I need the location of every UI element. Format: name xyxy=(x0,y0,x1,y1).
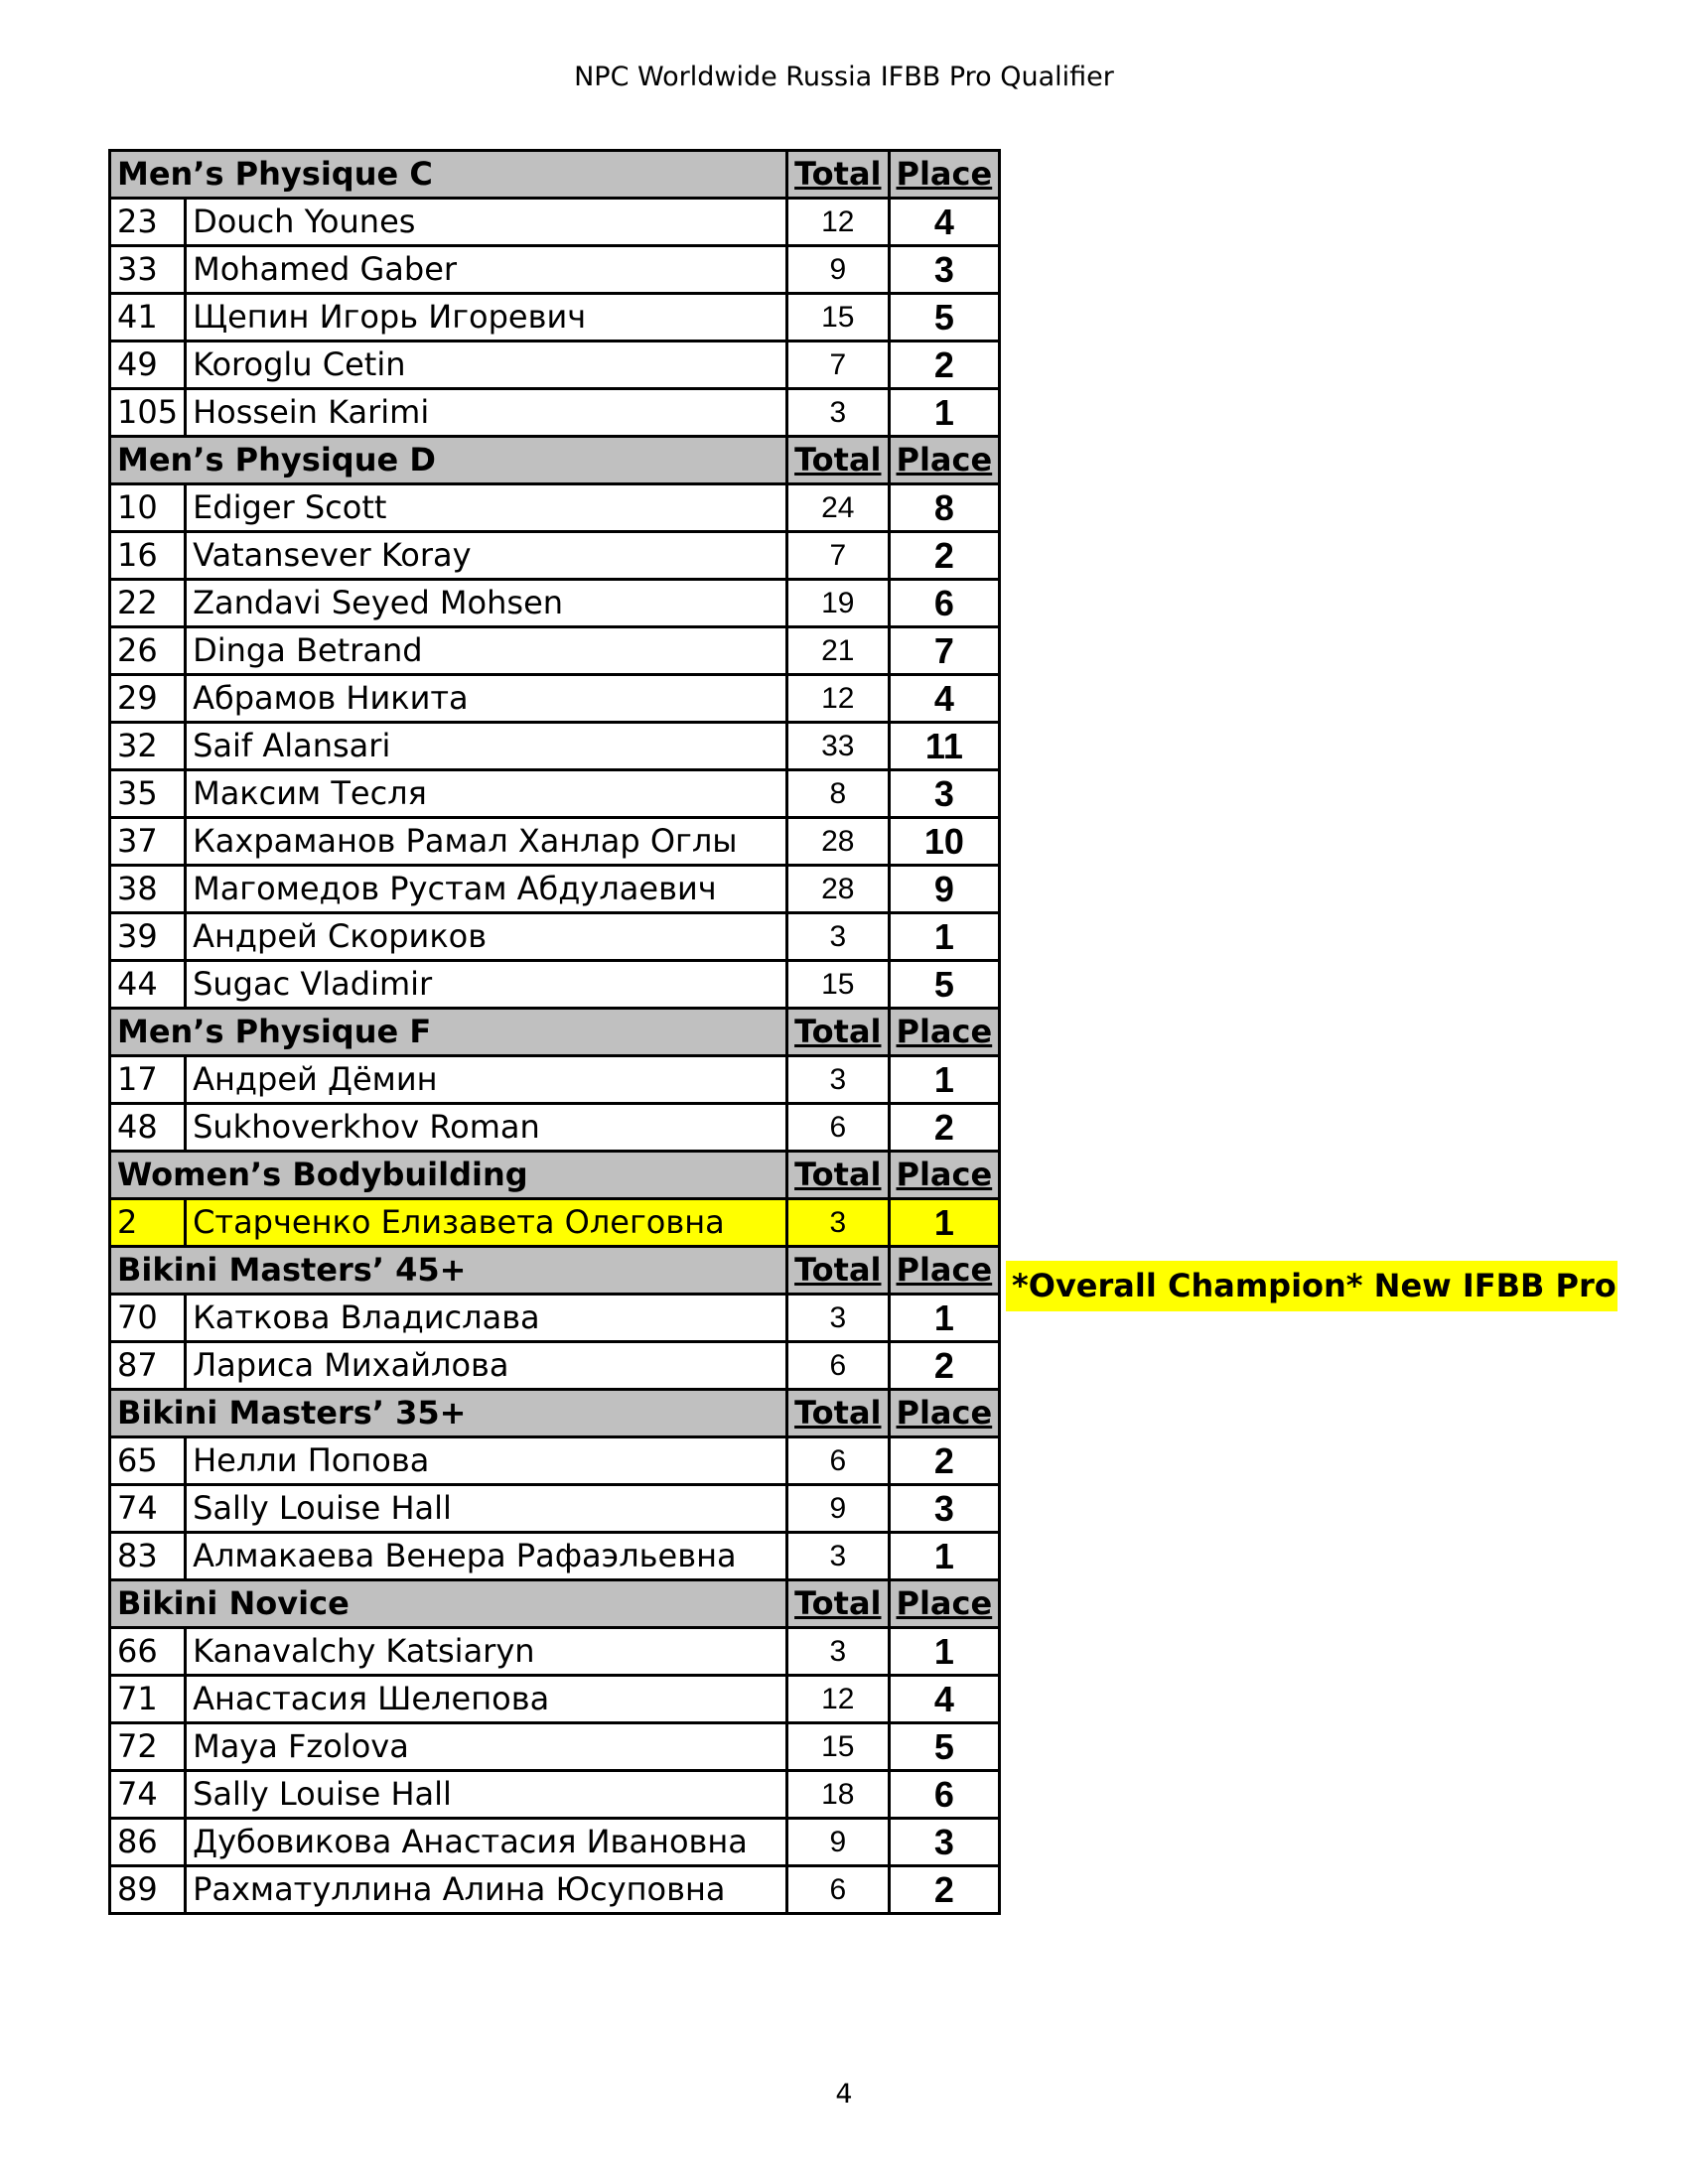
competitor-number: 23 xyxy=(110,199,186,246)
competitor-total: 6 xyxy=(787,1104,889,1152)
competitor-name: Maya Fzolova xyxy=(186,1723,787,1771)
competitor-row xyxy=(110,770,1000,818)
competitor-total: 3 xyxy=(787,1056,889,1104)
competitor-place: 11 xyxy=(889,723,1000,770)
competitor-row xyxy=(110,1342,1000,1390)
competitor-row xyxy=(110,1723,1000,1771)
competitor-row xyxy=(110,580,1000,627)
competitor-row xyxy=(110,294,1000,341)
competitor-row xyxy=(110,1056,1000,1104)
place-column-header: Place xyxy=(889,1580,1000,1628)
competitor-name: Mohamed Gaber xyxy=(186,246,787,294)
results-table xyxy=(108,149,1001,1915)
competitor-name: Ediger Scott xyxy=(186,484,787,532)
competitor-total: 3 xyxy=(787,913,889,961)
competitor-row xyxy=(110,675,1000,723)
competitor-place: 2 xyxy=(889,341,1000,389)
competitor-number: 16 xyxy=(110,532,186,580)
competitor-number: 41 xyxy=(110,294,186,341)
place-column-header: Place xyxy=(889,1247,1000,1295)
section-title: Men’s Physique C xyxy=(110,151,787,199)
competitor-total: 9 xyxy=(787,1485,889,1533)
competitor-name: Sukhoverkhov Roman xyxy=(186,1104,787,1152)
competitor-place: 5 xyxy=(889,1723,1000,1771)
competitor-total: 21 xyxy=(787,627,889,675)
competitor-place: 1 xyxy=(889,913,1000,961)
competitor-total: 7 xyxy=(787,341,889,389)
place-column-header: Place xyxy=(889,151,1000,199)
competitor-number: 17 xyxy=(110,1056,186,1104)
competitor-number: 32 xyxy=(110,723,186,770)
competitor-total: 28 xyxy=(787,866,889,913)
competitor-total: 7 xyxy=(787,532,889,580)
competitor-number: 72 xyxy=(110,1723,186,1771)
competitor-name: Нелли Попова xyxy=(186,1437,787,1485)
competitor-place: 9 xyxy=(889,866,1000,913)
competitor-name: Анастасия Шелепова xyxy=(186,1676,787,1723)
page-number: 4 xyxy=(835,2079,853,2110)
competitor-place: 4 xyxy=(889,199,1000,246)
competitor-row xyxy=(110,1819,1000,1866)
competitor-total: 6 xyxy=(787,1342,889,1390)
competitor-total: 3 xyxy=(787,1628,889,1676)
competitor-total: 3 xyxy=(787,1199,889,1247)
total-column-header: Total xyxy=(787,151,889,199)
total-column-header: Total xyxy=(787,1009,889,1056)
competitor-name: Douch Younes xyxy=(186,199,787,246)
competitor-total: 12 xyxy=(787,675,889,723)
competitor-row xyxy=(110,818,1000,866)
competitor-number: 71 xyxy=(110,1676,186,1723)
competitor-row xyxy=(110,1628,1000,1676)
competitor-number: 35 xyxy=(110,770,186,818)
competitor-name: Абрамов Никита xyxy=(186,675,787,723)
section-title: Men’s Physique D xyxy=(110,437,787,484)
competitor-total: 15 xyxy=(787,294,889,341)
competitor-number: 74 xyxy=(110,1771,186,1819)
competitor-place: 5 xyxy=(889,294,1000,341)
competitor-name: Андрей Дёмин xyxy=(186,1056,787,1104)
competitor-place: 3 xyxy=(889,770,1000,818)
competitor-name: Дубовикова Анастасия Ивановна xyxy=(186,1819,787,1866)
competitor-place: 7 xyxy=(889,627,1000,675)
section-title: Bikini Masters’ 45+ xyxy=(110,1247,787,1295)
competitor-place: 3 xyxy=(889,1819,1000,1866)
competitor-name: Кахраманов Рамал Ханлар Оглы xyxy=(186,818,787,866)
competitor-total: 19 xyxy=(787,580,889,627)
competitor-name: Hossein Karimi xyxy=(186,389,787,437)
competitor-place: 3 xyxy=(889,1485,1000,1533)
competitor-name: Старченко Елизавета Олеговна xyxy=(186,1199,787,1247)
competitor-row xyxy=(110,1533,1000,1580)
competitor-name: Zandavi Seyed Mohsen xyxy=(186,580,787,627)
competitor-name: Koroglu Cetin xyxy=(186,341,787,389)
competitor-row xyxy=(110,1676,1000,1723)
section-header-row xyxy=(110,437,1000,484)
competitor-total: 18 xyxy=(787,1771,889,1819)
section-header-row xyxy=(110,1152,1000,1199)
competitor-number: 44 xyxy=(110,961,186,1009)
competitor-total: 9 xyxy=(787,246,889,294)
competitor-number: 86 xyxy=(110,1819,186,1866)
competitor-place: 6 xyxy=(889,1771,1000,1819)
competitor-place: 1 xyxy=(889,1628,1000,1676)
competitor-row xyxy=(110,1866,1000,1914)
competitor-row xyxy=(110,1437,1000,1485)
competitor-name: Saif Alansari xyxy=(186,723,787,770)
competitor-number: 33 xyxy=(110,246,186,294)
section-header-row xyxy=(110,1009,1000,1056)
section-header-row xyxy=(110,1247,1000,1295)
overall-champion-note: *Overall Champion* New IFBB Pro xyxy=(1006,1261,1618,1311)
competitor-place: 8 xyxy=(889,484,1000,532)
competitor-place: 5 xyxy=(889,961,1000,1009)
competitor-place: 1 xyxy=(889,1295,1000,1342)
competitor-row xyxy=(110,389,1000,437)
competitor-name: Магомедов Рустам Абдулаевич xyxy=(186,866,787,913)
competitor-total: 6 xyxy=(787,1866,889,1914)
competitor-row xyxy=(110,1771,1000,1819)
competitor-name: Sugac Vladimir xyxy=(186,961,787,1009)
section-title: Bikini Masters’ 35+ xyxy=(110,1390,787,1437)
competitor-name: Sally Louise Hall xyxy=(186,1771,787,1819)
place-column-header: Place xyxy=(889,437,1000,484)
place-column-header: Place xyxy=(889,1390,1000,1437)
competitor-place: 1 xyxy=(889,1199,1000,1247)
total-column-header: Total xyxy=(787,1390,889,1437)
competitor-row xyxy=(110,866,1000,913)
competitor-number: 70 xyxy=(110,1295,186,1342)
competitor-row xyxy=(110,627,1000,675)
total-column-header: Total xyxy=(787,1247,889,1295)
competitor-total: 15 xyxy=(787,961,889,1009)
competitor-number: 87 xyxy=(110,1342,186,1390)
competitor-name: Андрей Скориков xyxy=(186,913,787,961)
competitor-number: 83 xyxy=(110,1533,186,1580)
total-column-header: Total xyxy=(787,437,889,484)
competitor-name: Рахматуллина Алина Юсуповна xyxy=(186,1866,787,1914)
competitor-place: 2 xyxy=(889,1342,1000,1390)
competitor-place: 3 xyxy=(889,246,1000,294)
competitor-total: 24 xyxy=(787,484,889,532)
competitor-place: 1 xyxy=(889,389,1000,437)
competitor-name: Dinga Betrand xyxy=(186,627,787,675)
competitor-number: 105 xyxy=(110,389,186,437)
competitor-number: 2 xyxy=(110,1199,186,1247)
section-title: Women’s Bodybuilding xyxy=(110,1152,787,1199)
competitor-number: 39 xyxy=(110,913,186,961)
competitor-total: 3 xyxy=(787,1295,889,1342)
section-header-row xyxy=(110,1390,1000,1437)
competitor-total: 12 xyxy=(787,199,889,246)
competitor-total: 28 xyxy=(787,818,889,866)
competitor-number: 10 xyxy=(110,484,186,532)
competitor-total: 8 xyxy=(787,770,889,818)
competitor-row xyxy=(110,1295,1000,1342)
competitor-row xyxy=(110,199,1000,246)
competitor-place: 2 xyxy=(889,1866,1000,1914)
competitor-row xyxy=(110,1199,1000,1247)
page-title: NPC Worldwide Russia IFBB Pro Qualifier xyxy=(574,62,1114,92)
competitor-name: Максим Тесля xyxy=(186,770,787,818)
competitor-number: 74 xyxy=(110,1485,186,1533)
competitor-row xyxy=(110,961,1000,1009)
competitor-name: Sally Louise Hall xyxy=(186,1485,787,1533)
section-header-row xyxy=(110,151,1000,199)
competitor-place: 2 xyxy=(889,1104,1000,1152)
competitor-row xyxy=(110,246,1000,294)
competitor-number: 49 xyxy=(110,341,186,389)
place-column-header: Place xyxy=(889,1152,1000,1199)
competitor-place: 6 xyxy=(889,580,1000,627)
competitor-number: 22 xyxy=(110,580,186,627)
competitor-place: 1 xyxy=(889,1056,1000,1104)
competitor-place: 2 xyxy=(889,1437,1000,1485)
section-header-row xyxy=(110,1580,1000,1628)
total-column-header: Total xyxy=(787,1152,889,1199)
competitor-number: 89 xyxy=(110,1866,186,1914)
section-title: Men’s Physique F xyxy=(110,1009,787,1056)
competitor-total: 9 xyxy=(787,1819,889,1866)
competitor-total: 15 xyxy=(787,1723,889,1771)
competitor-number: 26 xyxy=(110,627,186,675)
competitor-name: Лариса Михайлова xyxy=(186,1342,787,1390)
competitor-name: Kanavalchy Katsiaryn xyxy=(186,1628,787,1676)
competitor-row xyxy=(110,532,1000,580)
competitor-row xyxy=(110,723,1000,770)
competitor-place: 10 xyxy=(889,818,1000,866)
competitor-total: 3 xyxy=(787,389,889,437)
competitor-number: 38 xyxy=(110,866,186,913)
competitor-name: Каткова Владислава xyxy=(186,1295,787,1342)
competitor-place: 4 xyxy=(889,675,1000,723)
competitor-name: Vatansever Koray xyxy=(186,532,787,580)
competitor-total: 3 xyxy=(787,1533,889,1580)
competitor-number: 48 xyxy=(110,1104,186,1152)
competitor-name: Щепин Игорь Игоревич xyxy=(186,294,787,341)
place-column-header: Place xyxy=(889,1009,1000,1056)
competitor-row xyxy=(110,484,1000,532)
competitor-number: 65 xyxy=(110,1437,186,1485)
total-column-header: Total xyxy=(787,1580,889,1628)
competitor-total: 6 xyxy=(787,1437,889,1485)
competitor-number: 37 xyxy=(110,818,186,866)
competitor-place: 4 xyxy=(889,1676,1000,1723)
section-title: Bikini Novice xyxy=(110,1580,787,1628)
competitor-row xyxy=(110,1485,1000,1533)
competitor-number: 66 xyxy=(110,1628,186,1676)
competitor-name: Алмакаева Венера Рафаэльевна xyxy=(186,1533,787,1580)
competitor-row xyxy=(110,1104,1000,1152)
competitor-total: 33 xyxy=(787,723,889,770)
competitor-place: 2 xyxy=(889,532,1000,580)
competitor-row xyxy=(110,913,1000,961)
competitor-total: 12 xyxy=(787,1676,889,1723)
competitor-place: 1 xyxy=(889,1533,1000,1580)
competitor-row xyxy=(110,341,1000,389)
competitor-number: 29 xyxy=(110,675,186,723)
